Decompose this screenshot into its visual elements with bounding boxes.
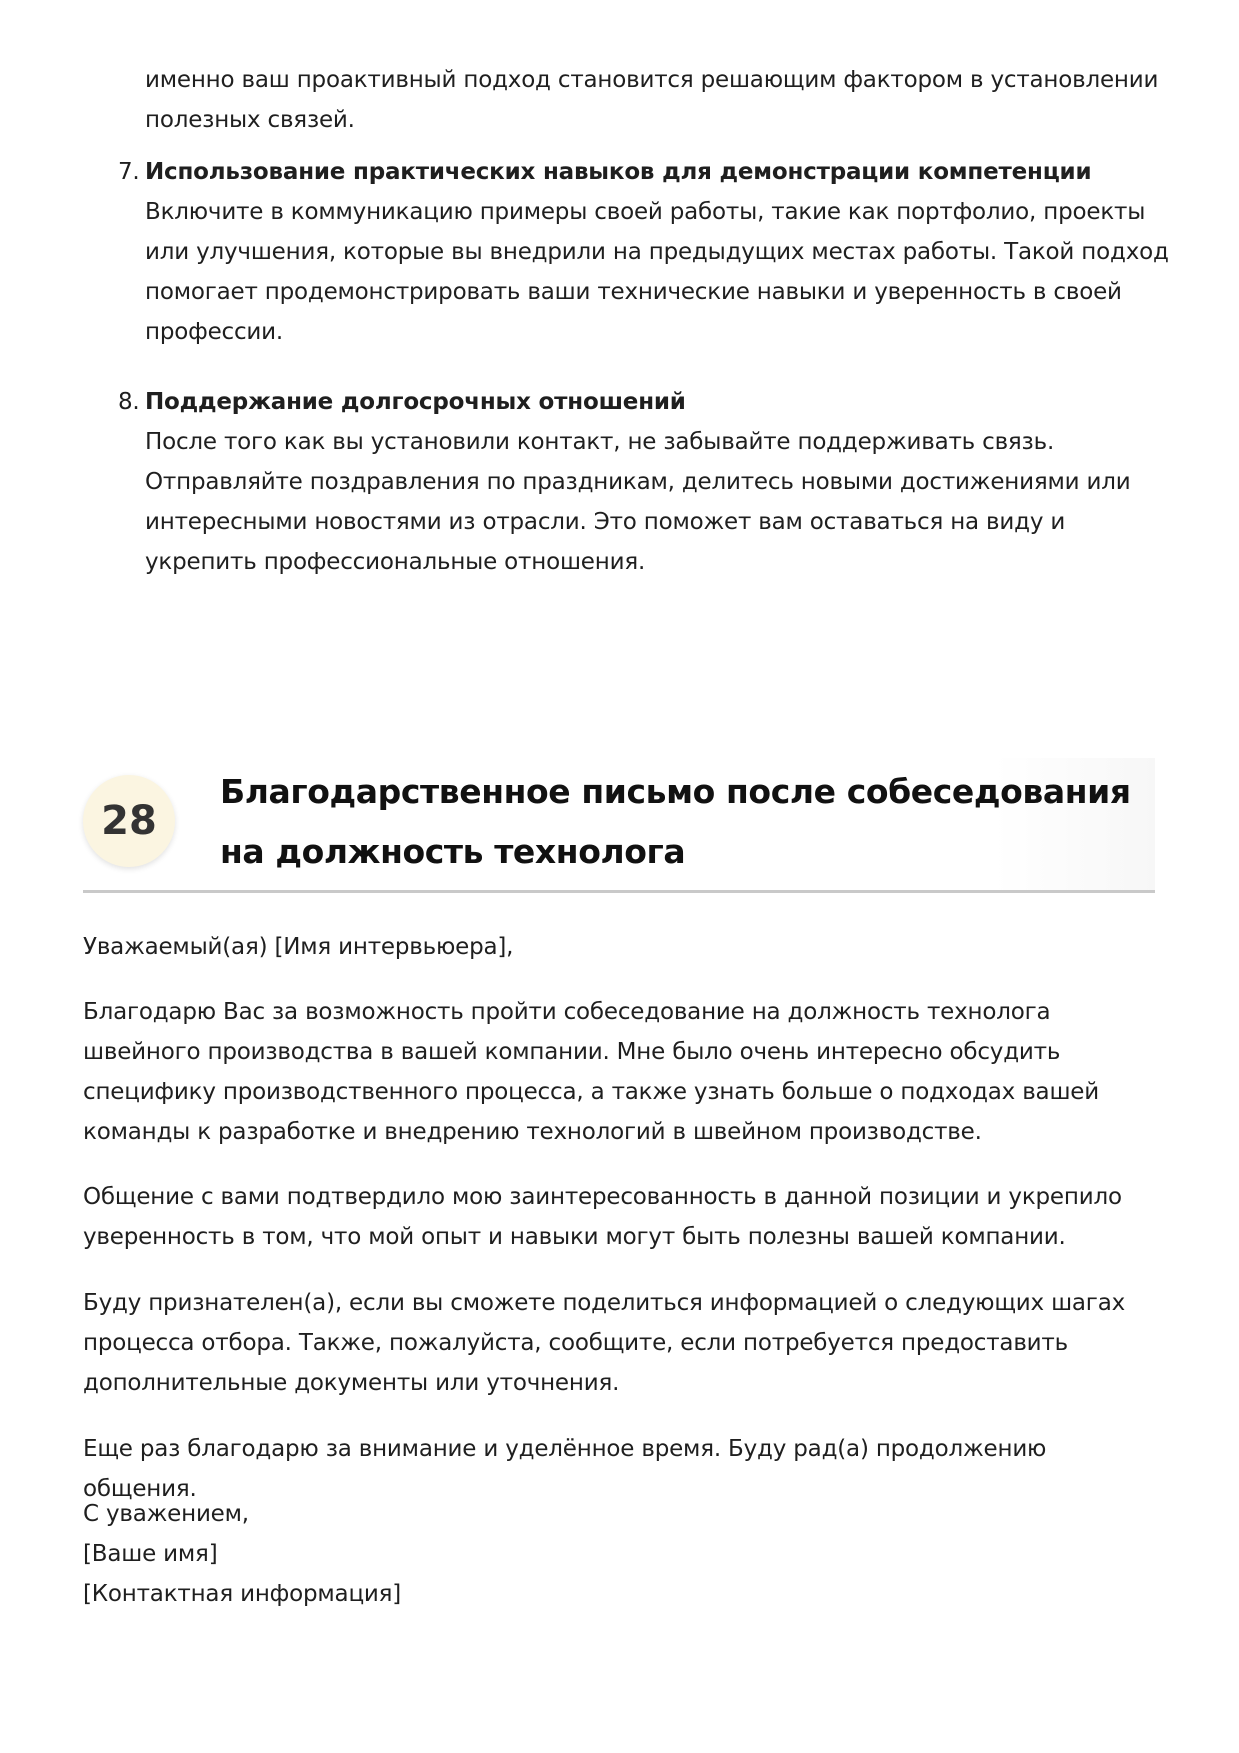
continuation-line-1: именно ваш проактивный подход становится решающим фактором в установлении [145, 67, 1159, 93]
letter-paragraph-1: Благодарю Вас за возможность пройти собеседование на должность технолога швейного производства в вашей компании. Мне было очень интересно обсудить специфику производственного процесса, а также узнать больше о подходах вашей команды к разработке и внедрению технологий в швейном производстве. [83, 999, 1099, 1145]
continuation-paragraph [145, 60, 1165, 140]
section-title-line-2: на должность технолога [220, 832, 686, 871]
letter-paragraph-2: Общение с вами подтвердило мою заинтересованность в данной позиции и укрепило уверенность в том, что мой опыт и навыки могут быть полезны вашей компании. [83, 1184, 1122, 1250]
list-item-title: Поддержание долгосрочных отношений [145, 389, 686, 415]
letter-greeting: Уважаемый(ая) [Имя интервьюера], [83, 934, 514, 960]
list-item-number: 8. [118, 389, 140, 415]
continuation-line-2: полезных связей. [145, 107, 355, 133]
list-item-text: Включите в коммуникацию примеры своей работы, такие как портфолио, проекты или улучшения, которые вы внедрили на предыдущих местах работы. Такой подход помогает продемонстрировать ваши технические навыки и уверенность в своей профессии. [145, 199, 1169, 345]
list-item-text: После того как вы установили контакт, не забывайте поддерживать связь. Отправляйте поздравления по праздникам, делитесь новыми достижениями или интересными новостями из отрасли. Это поможет вам оставаться на виду и укрепить профессиональные отношения. [145, 429, 1131, 575]
list-item-body [145, 382, 1170, 582]
letter-contact-placeholder: [Контактная информация] [83, 1581, 402, 1607]
section-title [220, 762, 1150, 882]
section-header [83, 758, 1155, 893]
section-number-badge: 28 [83, 775, 175, 867]
letter-closing: С уважением, [83, 1501, 249, 1527]
list-item-title: Использование практических навыков для демонстрации компетенции [145, 159, 1092, 185]
letter-paragraph-4: Еще раз благодарю за внимание и уделённое время. Буду рад(а) продолжению общения. [83, 1436, 1047, 1502]
letter-signature [83, 1494, 1163, 1614]
letter-name-placeholder: [Ваше имя] [83, 1541, 218, 1567]
list-item-number: 7. [118, 159, 140, 185]
section-title-line-1: Благодарственное письмо после собеседования [220, 772, 1131, 811]
list-item-body [145, 152, 1170, 352]
letter-paragraph-3: Буду признателен(а), если вы сможете поделиться информацией о следующих шагах процесса отбора. Также, пожалуйста, сообщите, если потребуется предоставить дополнительные документы или уточнения. [83, 1290, 1125, 1396]
